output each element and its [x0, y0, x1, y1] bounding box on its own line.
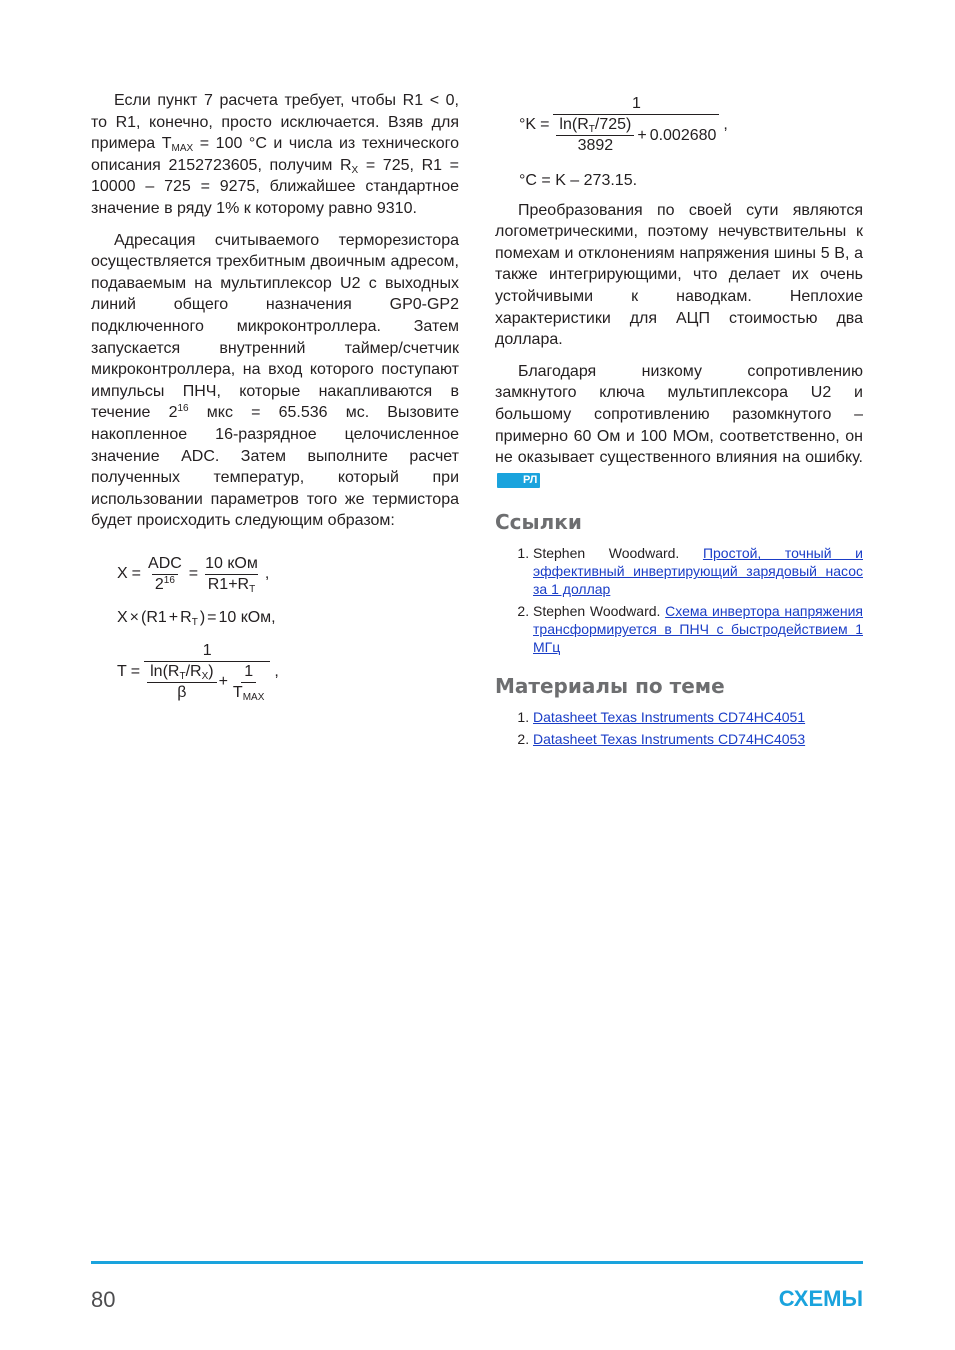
paragraph-4: Благодаря низкому сопротивлению замкнутого ключа мультиплексора U2 и большому сопротивлению разомкнутого – примерно 60 Ом и 100 МОм, соответственно, он не оказывает существенного влияния на ошибку.РЛ — [495, 362, 863, 486]
list-item: 1. Stephen Woodward. Простой, точный и эффективный инвертирующий зарядовый насос за 1 доллар — [533, 544, 863, 598]
rl-badge: РЛ — [497, 473, 540, 488]
materials-link-1[interactable]: Datasheet Texas Instruments CD74HC4051 — [533, 709, 806, 726]
formula-x-adc: X = $\frac{\text{ADC}}{2^{16}}$ = $\frac{\text{10 кОм}}{R1+R_T}$ , — [117, 554, 270, 595]
formula-x-times: X × (R1 + $R_T$ ) = 10 кОм, — [117, 608, 276, 628]
fraction-10k: $\frac{\text{10 кОм}}{R1+R_T}$ — [205, 554, 258, 595]
footer-divider — [91, 1261, 863, 1264]
reference-link-2[interactable]: Схема инвертора напряжения трансформируется в ПНЧ с быстродействием 1 МГц — [533, 603, 864, 656]
reference-link-1[interactable]: Простой, точный и эффективный инвертирующий зарядовый насос за 1 доллар — [533, 545, 863, 598]
list-item — [533, 708, 863, 726]
list-item: 2. Stephen Woodward. Схема инвертора напряжения трансформируется в ПНЧ с быстродействием 1 МГц — [533, 602, 863, 656]
paragraph-2: Адресация считываемого терморезистора осуществляется трехбитным двоичным адресом, подаваемым на мультиплексор U2 с выходных линий общего назначения GP0-GP2 подключенного микроконтроллера. Затем запускается внутренний таймер/счетчик микроконтроллера, на вход которого поступают импульсы ПНЧ, которые накапливаются в течение $2^{16}$ мкс = 65.536 мс. Вызовите накопленное 16-разрядное целочисленное значение ADC. Затем выполните расчет полученных температур, который при использовании параметров того же термистора будет происходить следующим образом: — [91, 231, 460, 530]
left-column — [91, 90, 459, 703]
right-column — [495, 94, 863, 766]
materials-link-2[interactable]: Datasheet Texas Instruments CD74HC4053 — [533, 731, 806, 748]
paragraph-3: Преобразования по своей сути являются логометрическими, поэтому нечувствительны к помехам и отклонениям напряжения шины 5 В, а также интегрирующими, что делает их очень устойчивыми к наводкам. Неплохие характеристики для АЦП стоимостью два доллара. — [495, 201, 863, 349]
formula-t: T = 1 $\frac{\ln(R_T/R_X)}{\beta}$ + $\frac{1}{T_{MAX}}$ , — [117, 641, 279, 703]
section-name: СХЕМЫ — [778, 1286, 863, 1311]
materials-list — [495, 708, 863, 748]
fraction-kelvin: 1 $\frac{\ln(R_T/725)}{3892}$ + 0.002680 — [553, 94, 719, 156]
fraction-t: 1 $\frac{\ln(R_T/R_X)}{\beta}$ + $\frac{1}{T_{MAX}}$ — [144, 641, 270, 703]
formula-kelvin: °K = 1 $\frac{\ln(R_T/725)}{3892}$ + 0.002680 , — [519, 95, 728, 154]
fraction-adc: $\frac{\text{ADC}}{2^{16}}$ — [148, 554, 182, 593]
list-item — [533, 730, 863, 748]
materials-heading: Материалы по теме — [495, 674, 725, 699]
references-list — [495, 544, 863, 656]
formula-celsius: °C = K – 273.15. — [519, 172, 638, 189]
page-number: 80 — [91, 1287, 116, 1312]
references-heading: Ссылки — [495, 510, 582, 535]
paragraph-1: Если пункт 7 расчета требует, чтобы R1 < 0, то R1, конечно, просто исключается. Взяв для примера $T_{MAX} = 100$ °C и числа из технического описания 2152723605, получим $R_X = 725$, R1 = 10000 – 725 = 9275, ближайшее стандартное значение в ряду 1% к которому равно 9310. — [91, 92, 459, 217]
